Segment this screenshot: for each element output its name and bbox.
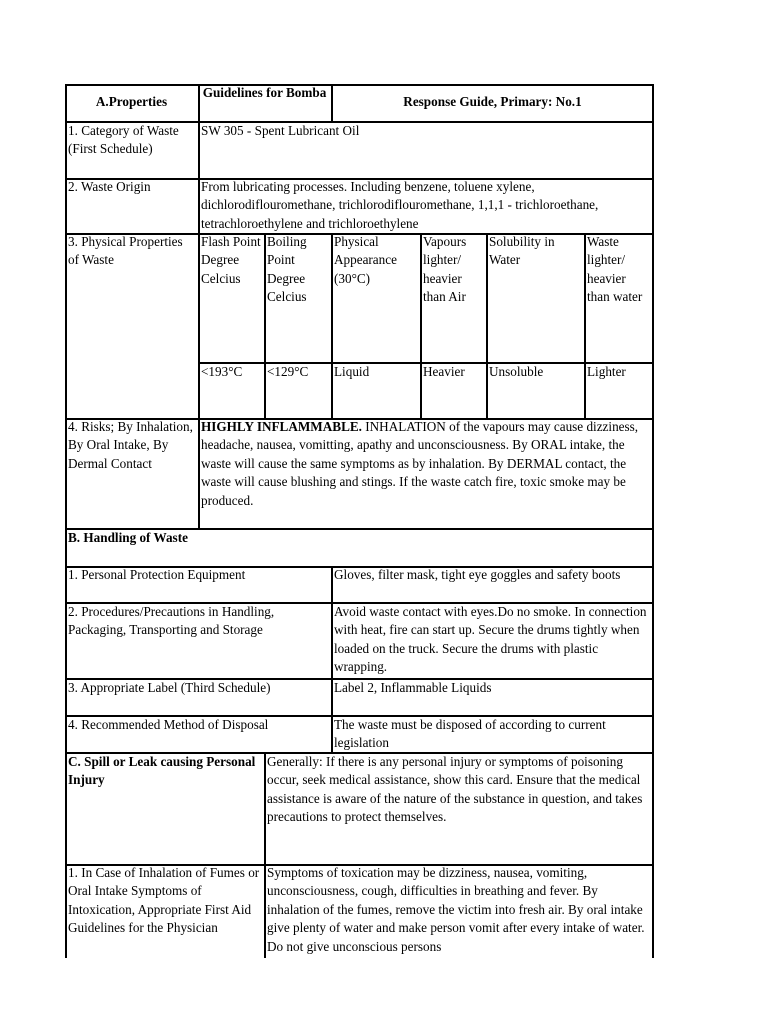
disposal-value: The waste must be disposed of according to current legislation [334, 717, 610, 751]
header-properties: A.Properties [95, 94, 168, 109]
category-value: SW 305 - Spent Lubricant Oil [201, 123, 360, 138]
flash-point-header: Flash Point Degree Celcius [201, 234, 265, 286]
waste-density-value: Lighter [587, 364, 626, 379]
rule [65, 84, 654, 86]
header-response-guide: Response Guide, Primary: No.1 [403, 94, 582, 109]
waste-response-table [65, 84, 654, 958]
boiling-point-header: Boiling Point Degree Celcius [267, 234, 310, 305]
section-b-title: B. Handling of Waste [68, 530, 188, 545]
label-value: Label 2, Inflammable Liquids [334, 680, 492, 695]
ppe-value: Gloves, filter mask, tight eye goggles and safety boots [334, 567, 621, 582]
header-guidelines: Guidelines for Bomba [202, 85, 327, 100]
appearance-header: Physical Appearance (30°C) [334, 234, 401, 286]
risks-value [198, 418, 654, 510]
vapours-header: Vapours lighter/ heavier than Air [423, 234, 470, 305]
waste-density-header: Waste lighter/ heavier than water [587, 234, 643, 305]
procedures-label: 2. Procedures/Precautions in Handling, Packaging, Transporting and Storage [68, 604, 278, 638]
appearance-value: Liquid [334, 364, 370, 379]
solubility-header: Solubility in Water [489, 234, 558, 268]
vapours-value: Heavier [423, 364, 465, 379]
disposal-label: 4. Recommended Method of Disposal [68, 717, 269, 732]
risks-text: INHALATION of the vapours may cause dizziness, headache, nausea, vomitting, apathy and unconsciousness. By ORAL intake, the waste will cause the same symptoms as by inhalation. By DERMAL contact, the waste will cause blushing and stings. If the waste catch fire, toxic smoke may be produced. [201, 419, 642, 508]
procedures-value: Avoid waste contact with eyes.Do no smoke. In connection with heat, fire can start up. Secure the drums tightly when loaded on the truck. Secure the drums with plastic wrapping. [334, 604, 650, 675]
origin-label: 2. Waste Origin [68, 179, 151, 194]
boiling-point-value: <129°C [267, 364, 309, 379]
physical-label: 3. Physical Properties of Waste [68, 234, 186, 268]
ppe-label: 1. Personal Protection Equipment [68, 567, 246, 582]
origin-value: From lubricating processes. Including benzene, toluene xylene, dichlorodiflouromethane, trichlorodiflouromethane, 1,1,1 - trichloroethane, tetrachloroethylene and trichloroethylene [201, 179, 602, 231]
solubility-value: Unsoluble [489, 364, 544, 379]
inhalation-label: 1. In Case of Inhalation of Fumes or Oral Intake Symptoms of Intoxication, Appropriate First Aid Guidelines for the Physician [68, 865, 263, 936]
section-c-title: C. Spill or Leak causing Personal Injury [68, 754, 259, 788]
risks-warning: HIGHLY INFLAMMABLE. [201, 419, 362, 434]
section-c-intro: Generally: If there is any personal injury or symptoms of poisoning occur, seek medical assistance, show this card. Ensure that the medical assistance is aware of the nature of the substance in question, and takes precautions to protect themselves. [267, 754, 646, 825]
category-label: 1. Category of Waste (First Schedule) [68, 123, 183, 157]
label-label: 3. Appropriate Label (Third Schedule) [68, 680, 271, 695]
rule [65, 84, 67, 958]
flash-point-value: <193°C [201, 364, 243, 379]
risks-label: 4. Risks; By Inhalation, By Oral Intake, By Dermal Contact [68, 419, 197, 471]
inhalation-value: Symptoms of toxication may be dizziness, nausea, vomiting, unconsciousness, cough, difficulties in breathing and fever. By inhalation of the fumes, remove the victim into fresh air. By oral intake give plenty of water and make person vomit after every intake of water. Do not give unconscious persons [267, 865, 648, 954]
